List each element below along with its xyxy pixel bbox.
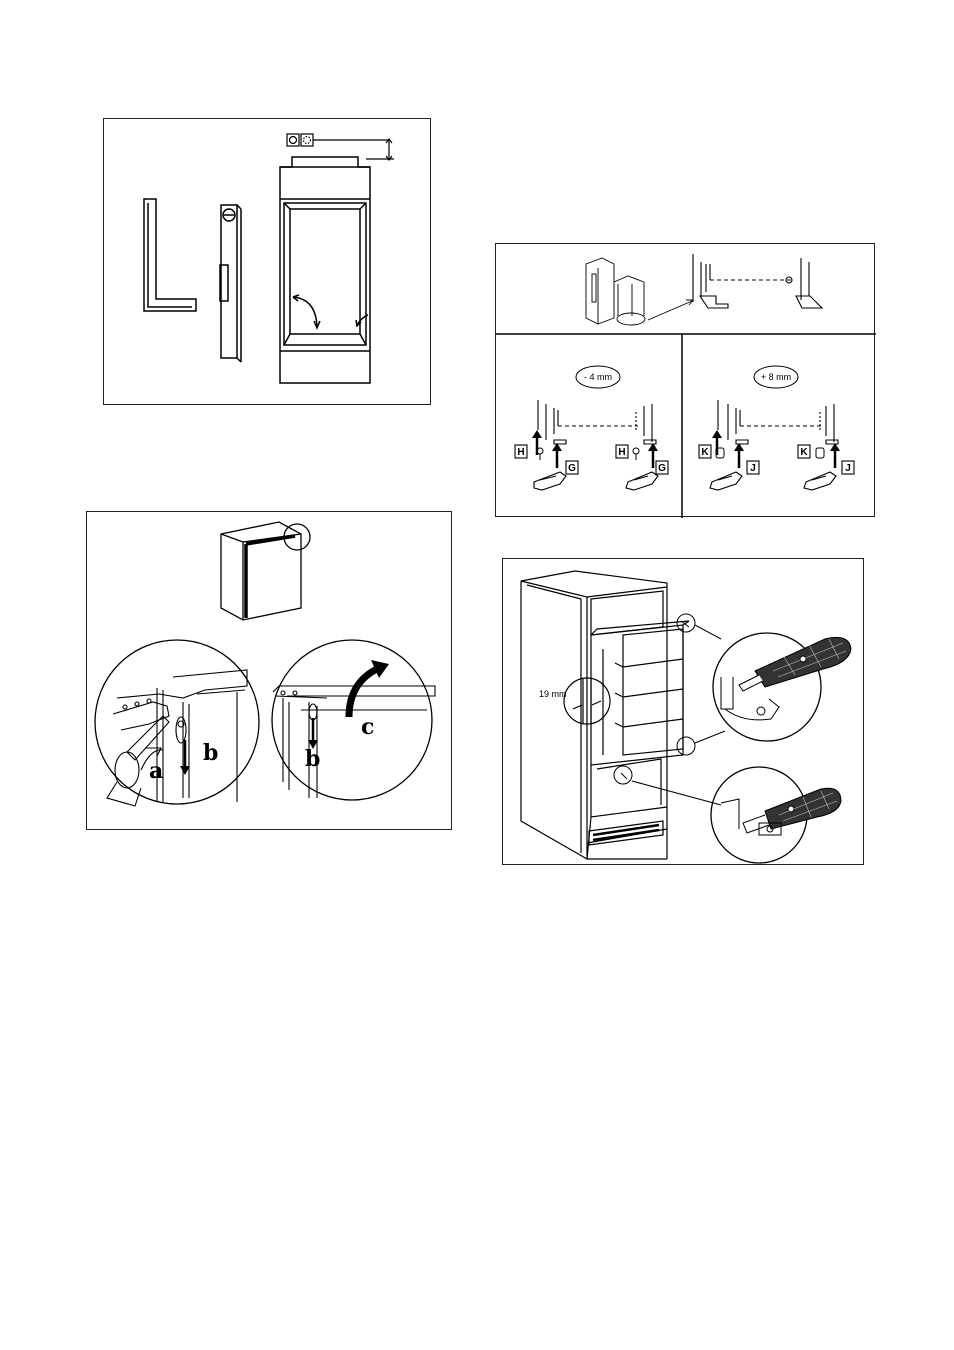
set-square-icon: [144, 199, 196, 311]
screwdriver-upper-icon: [721, 637, 851, 720]
svg-text:H: H: [618, 447, 626, 458]
offset-minus-label: - 4 mm: [584, 372, 612, 382]
arrows-left: [532, 430, 658, 468]
letter-a: a: [149, 758, 164, 784]
cabinet-base-detail: [693, 254, 822, 308]
figure-niche-check: [103, 118, 431, 405]
figure-foot-adjustment: [495, 243, 875, 517]
svg-text:J: J: [750, 463, 756, 474]
appliance-body: [587, 621, 689, 859]
svg-text:G: G: [568, 463, 576, 474]
hinge-point-markers: [614, 614, 725, 805]
svg-text:H: H: [517, 447, 525, 458]
foot-diagram-left: [538, 400, 656, 444]
offset-plus-label: + 8 mm: [760, 372, 792, 382]
label-H-left: [515, 445, 527, 458]
label-H-right: [616, 445, 628, 458]
dimension-label: 19 mm: [539, 689, 567, 699]
spacer-block-right-icon: [710, 472, 836, 490]
label-G-left: [566, 461, 578, 474]
letter-c: c: [361, 714, 375, 740]
label-K-left: [699, 445, 711, 458]
label-G-right: [656, 461, 668, 474]
kitchen-cabinet-outline: [521, 571, 667, 859]
letter-b-left: b: [203, 740, 219, 766]
figure-cabinet-fixing: [502, 558, 864, 865]
arrow-c: [349, 660, 389, 717]
appliance-box-icon: [221, 522, 310, 620]
svg-text:G: G: [658, 463, 666, 474]
svg-text:K: K: [800, 447, 808, 458]
zoom-circle-right: [272, 640, 432, 800]
spacer-block-icon: [534, 472, 658, 490]
figure-hinge-adjustment: [86, 511, 452, 830]
foot-diagram-right: [718, 400, 838, 444]
cabinet-column-sketch: [586, 258, 693, 325]
label-K-right: [798, 445, 810, 458]
letter-b-right: b: [305, 746, 321, 772]
cabinet-niche-outline: [280, 157, 370, 383]
arrows-right: [712, 430, 840, 468]
offset-minus-bubble: [576, 366, 620, 388]
svg-text:K: K: [701, 447, 709, 458]
power-socket-icon: [287, 134, 394, 160]
svg-text:J: J: [845, 463, 851, 474]
label-J-right: [842, 461, 854, 474]
label-J-left: [747, 461, 759, 474]
hinge-detail-left: [107, 670, 247, 806]
offset-plus-bubble: [754, 366, 798, 388]
spirit-level-icon: [220, 205, 241, 362]
